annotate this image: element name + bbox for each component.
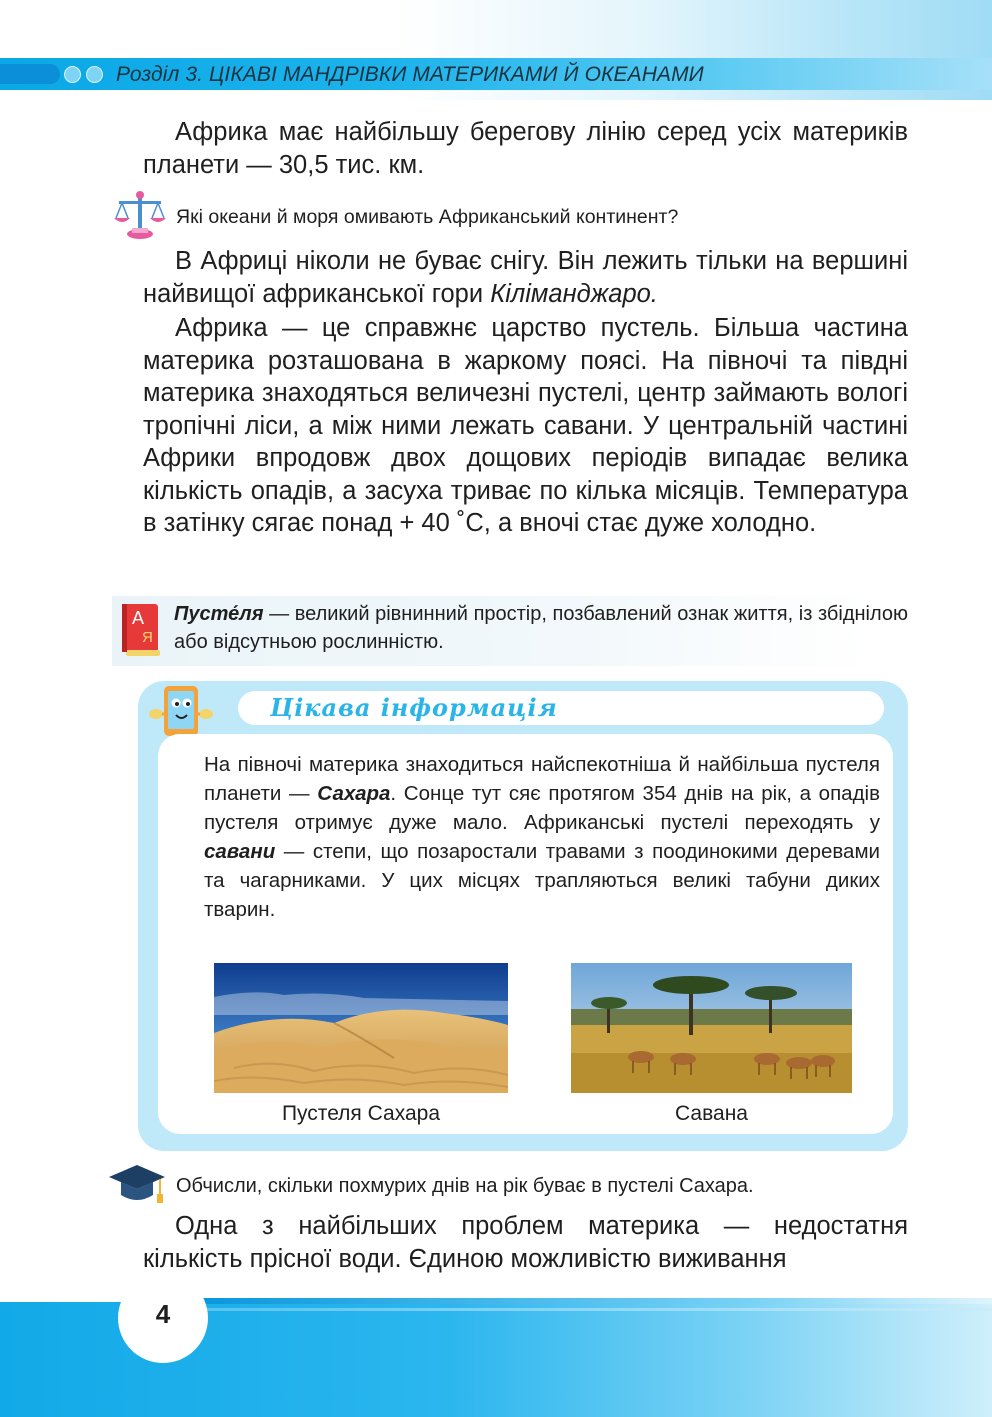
savanna-term: савани	[204, 840, 276, 863]
paragraph-water-text: Одна з найбільших проблем материка — недостатня кількість прісної води. Єдиною можливістю виживання	[143, 1212, 908, 1273]
paragraph-snow-text: В Африці ніколи не буває снігу. Він лежить тільки на вершині найвищої африканської гори	[143, 247, 908, 308]
sahara-photo	[214, 963, 508, 1093]
scales-icon	[113, 190, 167, 240]
definition-body: — великий рівнинний простір, позбавлений ознак життя, із збіднілою або відсутньою рослинністю.	[174, 603, 908, 653]
sahara-caption: Пустеля Сахара	[281, 1102, 441, 1125]
footer-line	[200, 1308, 992, 1311]
page-header	[0, 0, 992, 100]
paragraph-coastline	[143, 116, 908, 181]
section-title: Розділ 3. ЦІКАВІ МАНДРІВКИ МАТЕРИКАМИ Й ОКЕАНАМИ	[116, 63, 704, 86]
question-oceans: Які океани й моря омивають Африканський континент?	[176, 206, 679, 228]
dictionary-letter-a: А	[132, 608, 145, 628]
info-text	[204, 750, 880, 924]
kilimanjaro-term: Кіліманджаро.	[490, 279, 658, 308]
paragraph-water	[143, 1210, 908, 1275]
paragraph-coastline-text: Африка має найбільшу берегову лінію серед усіх материків планети — 30,5 тис. км.	[143, 118, 908, 179]
info-title: Цікава інформація	[270, 693, 558, 722]
dictionary-letter-ya: Я	[142, 629, 153, 646]
graduation-cap-icon	[108, 1163, 166, 1207]
definition-term: Пусте́ля	[174, 603, 264, 625]
task-text: Обчисли, скільки похмурих днів на рік буває в пустелі Сахара.	[176, 1175, 754, 1197]
info-text-part: — степи, що позаростали травами з поодинокими деревами та чагарниками. У цих місцях трапляються великі табуни диких тварин.	[204, 840, 880, 921]
paragraph-deserts-text: Африка — це справжнє царство пустель. Більша частина материка розташована в жаркому поясі. На півночі та півдні материка знаходяться величезні пустелі, центр займають вологі тропічні ліси, а між ними лежать савани. У центральній частині Африки впродовж двох дощових періодів випадає велика кількість опадів, а засуха триває по кілька місяців. Температура в затінку сягає понад + 40 ˚С, а вночі стає дуже холодно.	[143, 314, 908, 537]
header-stripe	[0, 64, 60, 84]
info-text-part: На півночі материка знаходиться найспекотніша й найбільша пустеля планети —	[204, 753, 880, 805]
info-text-part: . Сонце тут сяє протягом 354 днів на рік, а опадів пустеля отримує дуже мало. Африканські пустелі переходять у	[204, 782, 880, 834]
paragraph-deserts	[143, 312, 908, 540]
sahara-term: Сахара	[317, 782, 391, 805]
savanna-caption: Савана	[675, 1102, 748, 1125]
savanna-photo	[571, 963, 852, 1093]
definition-text	[174, 600, 908, 656]
header-dot	[64, 66, 81, 83]
footer-line	[200, 1298, 992, 1304]
page-number: 4	[155, 1299, 171, 1329]
header-dot	[86, 66, 103, 83]
dictionary-book-icon	[118, 602, 164, 658]
paragraph-snow	[143, 245, 908, 310]
